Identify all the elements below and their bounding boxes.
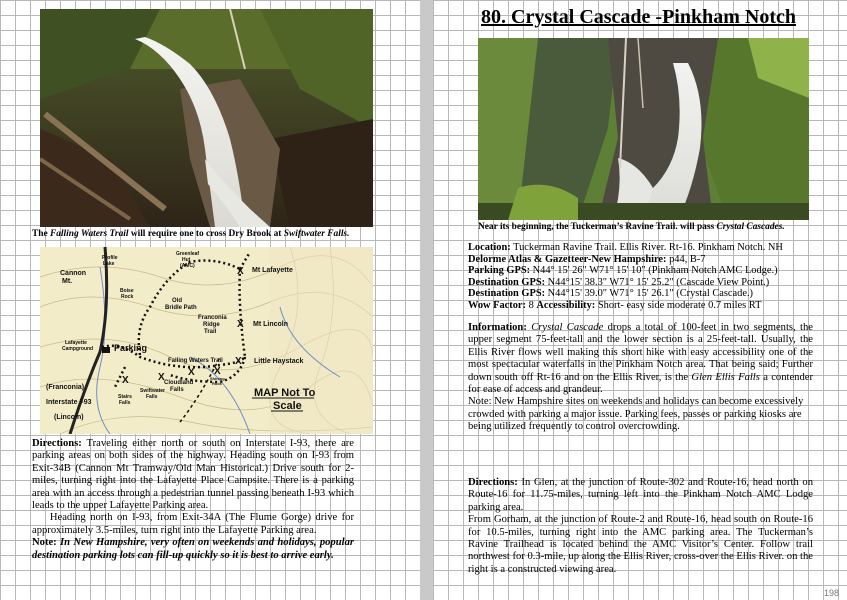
svg-text:X: X [237,319,244,330]
left-directions [32,438,357,562]
svg-text:(Lincoln): (Lincoln) [54,414,84,421]
svg-text:Mt Lincoln: Mt Lincoln [253,321,288,328]
left-note: Note: In New Hampshire, very often on weekends and holidays, popular destination parking lots can fill-up quickly so it is best to arrive early. [32,537,354,561]
right-directions-p1: Directions: In Glen, at the junction of Route-302 and Route-16, head north on Route-16 for 11.75-miles, turning left into the Pinkham Notch AMC Lodge parking area. [468,477,813,513]
location-line: Location: Tuckerman Ravine Trail. Ellis River. Rt-16. Pinkham Notch. NH [468,242,783,253]
svg-text:Rock: Rock [121,294,134,300]
atlas-line: Delorme Atlas & Gazetteer-New Hampshire: p44, B-7 [468,253,706,265]
trail-map-graphic [40,247,373,434]
left-directions-p1: Directions: Traveling either north or south on Interstate I-93, there are parking areas on both sides of the highway. Heading south on I-93 from Exit-34B (Cannon Mt Tramway/Old Man Historical.) Drive south for 2-miles, turning right into the Lafayette Place Campsite. There is a parking area with an access through a pedestrian tunnel passing beneath I-93 which leads to the upper Lafayette Parking area. [32,438,354,512]
svg-text:Falls: Falls [119,400,131,406]
falling-waters-photo-graphic [40,9,373,227]
svg-text:X: X [158,372,165,383]
falling-waters-photo [40,9,373,227]
svg-text:Greenleaf: Greenleaf [176,251,200,257]
info-block [468,242,813,312]
wow-factor-line: Wow Factor: 8 Accessibility: Short- easy side moderate 0.7 miles RT [468,299,762,311]
svg-text:Shining: Shining [210,376,225,381]
svg-text:Falls: Falls [146,394,158,400]
svg-text:Parking: Parking [114,343,148,353]
svg-text:Lafayette: Lafayette [65,340,87,346]
svg-text:X: X [122,375,129,386]
information-paragraph: Information: Crystal Cascade drops a total of 100-feet in two segments, the upper segment 75-feet-tall and the lower section is a 25-feet-tall. Usually, the Ellis River flows well making this short hike with easy accessibility one of the most spectacular waterfalls in the Pinkham Notch area. That being said; Further down south off Rt-16 and on the Ellis River, is the Glen Ellis Falls a contender for ease of access and grandeur. [468,322,813,396]
svg-text:Little Haystack: Little Haystack [254,358,304,365]
svg-text:Falling Waters Trail: Falling Waters Trail [168,358,223,364]
svg-text:X: X [237,266,244,277]
destination-gps-line-1: Destination GPS: N44°15' 38.3" W71° 15' 25.2" (Cascade View Point.) [468,276,770,288]
parking-gps-line: Parking GPS: N44° 15' 26" W71° 15' 10" (Pinkham Notch AMC Lodge.) [468,265,778,277]
right-page [433,0,847,600]
svg-text:Campground: Campground [62,346,94,352]
svg-text:Profile: Profile [102,255,118,261]
svg-text:Old: Old [172,298,182,304]
information-block [468,322,813,434]
svg-text:X: X [188,367,195,378]
right-directions [468,477,813,576]
svg-text:Scale: Scale [273,400,302,412]
svg-text:Cannon: Cannon [60,270,87,277]
svg-text:Cloudland: Cloudland [164,380,194,386]
svg-text:Bridle Path: Bridle Path [165,305,197,311]
right-directions-p2: From Gorham, at the junction of Route-2 and Route-16, head south on Route-16 for 10.5-miles, turning right into the AMC parking area. The Tuckerman’s Ravine Trailhead is located behind the AMC Visitor’s Center. Follow trail northwest for 0.3-mile, up along the Ellis River, cross-over the Ellis River. on the right is a constructed viewing area. [468,514,813,575]
crystal-cascade-caption: Near its beginning, the Tuckerman’s Ravine Trail. will pass Crystal Cascades. [478,222,785,232]
trail-map [40,247,373,434]
svg-text:(Franconia): (Franconia) [46,384,85,391]
svg-text:Interstate I-93: Interstate I-93 [46,399,92,406]
svg-text:Ridge: Ridge [203,322,220,328]
svg-text:Lake: Lake [103,261,115,267]
svg-text:Stairs: Stairs [118,394,132,400]
svg-text:Hut: Hut [182,257,191,263]
page-number: 198 [823,588,839,598]
svg-text:Mt.: Mt. [62,278,73,285]
svg-text:Swiftwater: Swiftwater [140,388,166,394]
information-note: Note: New Hampshire sites on weekends and holidays can become excessively crowded with parking a major issue. Parking fees, passes or parking kiosks are being utilized frequently to control overcrowding. [468,396,804,433]
svg-text:Mt Lafayette: Mt Lafayette [252,267,293,274]
crystal-cascade-photo-graphic [478,38,809,220]
left-directions-p2: Heading north on I-93, from Exit-34A (The Flume Gorge) drive for approximately 3.5-miles, turn right into the Lafayette Parking area. [32,512,357,536]
svg-text:Franconia: Franconia [198,315,227,321]
svg-text:X: X [214,366,221,377]
falling-waters-caption: The Falling Waters Trail will require one to cross Dry Brook at Swiftwater Falls. [32,229,350,239]
left-page [0,0,420,600]
destination-gps-line-2: Destination GPS: N44°15' 39.0" W71° 15' 26.1" (Crystal Cascade.) [468,288,754,300]
svg-text:Boise: Boise [120,288,134,294]
page-title: 80. Crystal Cascade -Pinkham Notch [481,6,796,28]
svg-text:MAP Not To: MAP Not To [254,387,316,399]
svg-text:Trail: Trail [204,329,217,335]
svg-text:Rock: Rock [212,381,222,386]
svg-text:X: X [235,356,242,367]
svg-text:Falls: Falls [170,387,184,393]
crystal-cascade-photo [478,38,809,220]
svg-text:(AMC): (AMC) [180,263,195,269]
